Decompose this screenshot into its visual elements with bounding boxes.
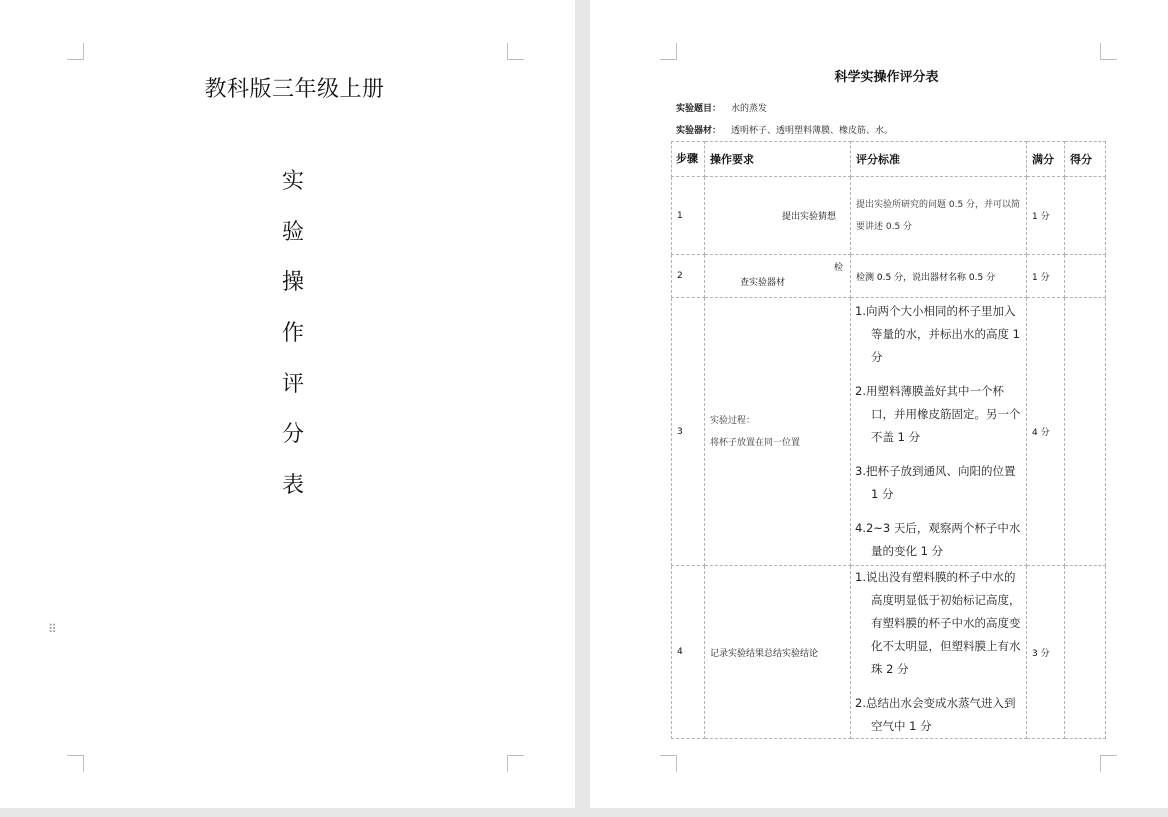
step-cell[interactable]: 2 [672,255,705,298]
full-score-cell[interactable]: 4 分 [1027,298,1065,566]
requirement-text: 检 [833,263,843,273]
score-cell[interactable] [1065,177,1106,255]
criteria-cell[interactable]: 提出实验所研究的问题 0.5 分，并可以简要讲述 0.5 分 [851,177,1027,255]
topic-label: 实验题目： [676,104,722,114]
step-cell[interactable]: 3 [672,298,705,566]
full-score-cell[interactable]: 3 分 [1027,566,1065,739]
margin-corner-bottom-left [660,755,677,772]
requirement-text: 将杯子放置在同一位置 [710,437,801,448]
requirement-text: 实验过程： [710,415,756,426]
criteria-item: 4.2~3 天后，观察两个杯子中水量的变化 1 分 [855,521,1021,558]
cover-vertical-char: 验 [281,220,304,245]
margin-corner-top-right [507,43,524,60]
table-row [672,566,1106,739]
score-cell[interactable] [1065,566,1106,739]
criteria-item: 1.向两个大小相同的杯子里加入等量的水，并标出水的高度 1 分 [855,304,1020,364]
cover-vertical-char: 分 [281,422,304,447]
sheet-title: 科学实操作评分表 [834,70,939,85]
experiment-topic [676,101,767,114]
materials-value: 透明杯子、透明塑料薄膜、橡皮筋、水。 [731,126,894,136]
margin-corner-top-left [660,43,677,60]
cover-vertical-char: 操 [281,270,304,295]
header-step: 步骤 [672,142,705,177]
materials-label: 实验器材： [676,126,722,136]
table-row [672,255,1106,298]
requirement-text: 查实验器材 [740,278,786,288]
criteria-cell[interactable]: 检测 0.5 分，说出器材名称 0.5 分 [851,255,1027,298]
margin-corner-top-right [1100,43,1117,60]
cover-vertical-char: 表 [281,473,304,498]
table-header-row [672,142,1106,177]
requirement-cell[interactable] [705,177,851,255]
requirement-cell[interactable] [705,566,851,739]
requirement-text: 提出实验猜想 [781,212,836,222]
score-sheet-page [590,0,1168,808]
margin-corner-bottom-right [507,755,524,772]
header-criteria: 评分标准 [851,142,1027,177]
score-cell[interactable] [1065,255,1106,298]
margin-corner-bottom-right [1100,755,1117,772]
requirement-cell[interactable] [705,255,851,298]
cover-page [0,0,575,808]
topic-value: 水的蒸发 [731,104,768,114]
criteria-item: 2.用塑料薄膜盖好其中一个杯口，并用橡皮筋固定。另一个不盖 1 分 [855,384,1021,444]
step-cell[interactable]: 1 [672,177,705,255]
full-score-cell[interactable]: 1 分 [1027,255,1065,298]
header-requirement: 操作要求 [705,142,851,177]
cover-title: 教科版三年级上册 [204,77,385,102]
criteria-item: 3.把杯子放到通风、向阳的位置 1 分 [855,464,1016,501]
criteria-cell[interactable] [851,566,1027,739]
cover-vertical-char: 评 [281,372,304,397]
criteria-item: 1.说出没有塑料膜的杯子中水的高度明显低于初始标记高度，有塑料膜的杯子中水的高度变化不太明显，但塑料膜上有水珠 2 分 [855,570,1021,676]
full-score-cell[interactable]: 1 分 [1027,177,1065,255]
header-full-score: 满分 [1027,142,1065,177]
requirement-cell[interactable] [705,298,851,566]
table-row [672,177,1106,255]
criteria-cell[interactable] [851,298,1027,566]
criteria-item: 2.总结出水会变成水蒸气进入到空气中 1 分 [855,696,1016,733]
drag-handle-icon[interactable]: ⠿ [48,622,57,636]
margin-corner-top-left [67,43,84,60]
table-row [672,298,1106,566]
step-cell[interactable]: 4 [672,566,705,739]
requirement-text: 记录实验结果总结实验结论 [710,648,819,659]
cover-vertical-char: 作 [281,321,304,346]
experiment-materials [676,123,893,136]
margin-corner-bottom-left [67,755,84,772]
score-table [671,141,1106,739]
score-cell[interactable] [1065,298,1106,566]
header-score: 得分 [1065,142,1106,177]
cover-vertical-char: 实 [281,169,304,194]
